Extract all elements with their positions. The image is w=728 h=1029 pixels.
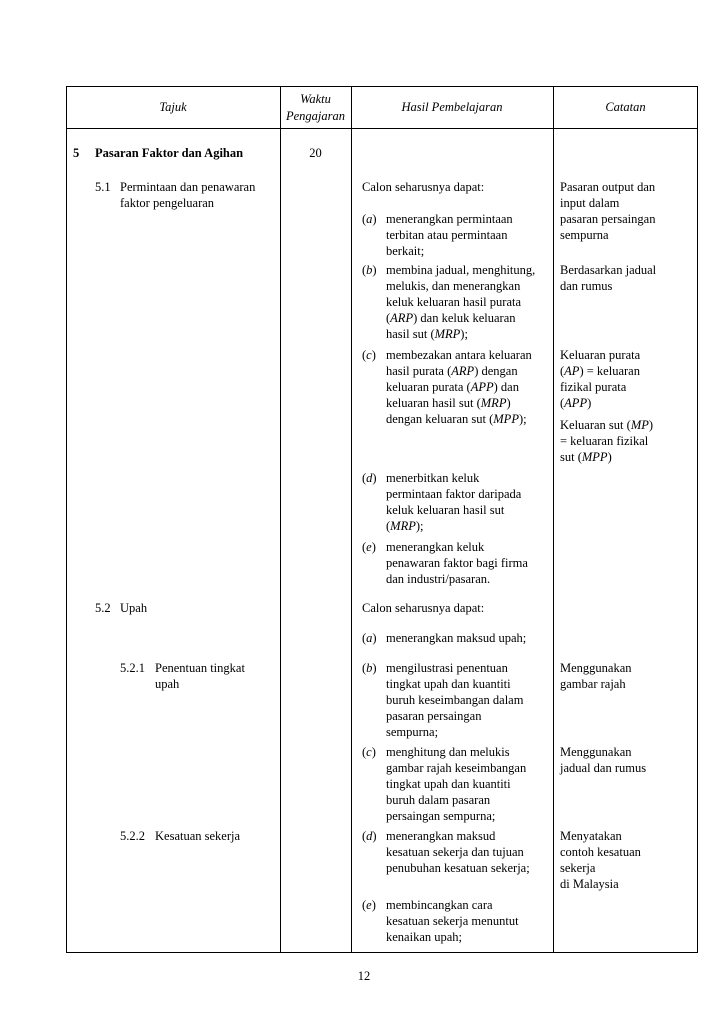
outcome-line: dan industri/pasaran. <box>386 572 491 586</box>
outcome-line: pasaran persaingan <box>386 709 482 723</box>
subsection-title: Kesatuan sekerja <box>155 829 241 843</box>
outcome-line: menerangkan keluk <box>386 540 485 554</box>
note-text: (APP) <box>560 396 592 410</box>
outcome-line: kesatuan sekerja dan tujuan <box>386 845 524 859</box>
section-number: 5 <box>73 146 80 160</box>
outcome-label: (e) <box>362 898 376 912</box>
outcome-line: sempurna; <box>386 725 439 739</box>
note-text: = keluaran fizikal <box>560 434 649 448</box>
subsection-title: Upah <box>120 601 148 615</box>
page-number: 12 <box>357 969 371 983</box>
note-text: sempurna <box>560 228 609 242</box>
note-text: (AP) = keluaran <box>560 364 640 378</box>
header-catatan: Catatan <box>605 100 646 114</box>
outcome-line: dengan keluaran sut (MPP); <box>386 412 527 426</box>
outcome-label: (c) <box>362 348 376 362</box>
outcome-line: menerbitkan keluk <box>386 471 480 485</box>
outcome-label: (b) <box>362 661 377 675</box>
outcome-line: terbitan atau permintaan <box>386 228 508 242</box>
note-text: gambar rajah <box>560 677 626 691</box>
column-divider-2 <box>351 86 352 953</box>
outcome-line: kenaikan upah; <box>386 930 463 944</box>
note-text: dan rumus <box>560 279 613 293</box>
subsection-number: 5.2.1 <box>120 661 145 675</box>
note-text: sut (MPP) <box>560 450 612 464</box>
outcome-label: (b) <box>362 263 377 277</box>
note-text: fizikal purata <box>560 380 627 394</box>
outcome-line: permintaan faktor daripada <box>386 487 522 501</box>
header-hasil: Hasil Pembelajaran <box>401 100 503 114</box>
note-text: Berdasarkan jadual <box>560 263 657 277</box>
outcome-line: keluk keluaran hasil purata <box>386 295 522 309</box>
outcome-line: (ARP) dan keluk keluaran <box>386 311 516 325</box>
outcome-line: kesatuan sekerja menuntut <box>386 914 519 928</box>
note-text: Keluaran purata <box>560 348 641 362</box>
note-text: contoh kesatuan <box>560 845 641 859</box>
subsection-title: Permintaan dan penawaran <box>120 180 256 194</box>
outcome-line: tingkat upah dan kuantiti <box>386 777 511 791</box>
outcome-line: membincangkan cara <box>386 898 493 912</box>
header-pengajaran: Pengajaran <box>285 109 346 123</box>
subsection-title: Penentuan tingkat <box>155 661 245 675</box>
note-text: Menggunakan <box>560 745 632 759</box>
outcome-label: (d) <box>362 471 377 485</box>
outcome-line: menghitung dan melukis <box>386 745 510 759</box>
outcome-line: menerangkan maksud upah; <box>386 631 527 645</box>
outcome-line: persaingan sempurna; <box>386 809 496 823</box>
outcome-label: (e) <box>362 540 376 554</box>
outcome-line: membina jadual, menghitung, <box>386 263 536 277</box>
outcome-label: (c) <box>362 745 376 759</box>
outcome-line: membezakan antara keluaran <box>386 348 532 362</box>
subsection-number: 5.2.2 <box>120 829 145 843</box>
subsection-title: upah <box>155 677 180 691</box>
outcome-line: keluaran purata (APP) dan <box>386 380 519 394</box>
note-text: Pasaran output dan <box>560 180 656 194</box>
outcome-line: (MRP); <box>386 519 424 533</box>
outcome-line: melukis, dan menerangkan <box>386 279 521 293</box>
note-text: Keluaran sut (MP) <box>560 418 654 432</box>
outcome-line: penawaran faktor bagi firma <box>386 556 528 570</box>
outcome-line: berkait; <box>386 244 425 258</box>
subsection-number: 5.2 <box>95 601 111 615</box>
note-text: sekerja <box>560 861 596 875</box>
subsection-number: 5.1 <box>95 180 111 194</box>
column-divider-3 <box>553 86 554 953</box>
note-text: jadual dan rumus <box>560 761 647 775</box>
outcome-line: buruh dalam pasaran <box>386 793 491 807</box>
note-text: di Malaysia <box>560 877 619 891</box>
outcome-line: keluk keluaran hasil sut <box>386 503 505 517</box>
subsection-title: faktor pengeluaran <box>120 196 215 210</box>
section-hours: 20 <box>309 146 322 160</box>
outcome-line: keluaran hasil sut (MRP) <box>386 396 511 410</box>
outcome-line: penubuhan kesatuan sekerja; <box>386 861 530 875</box>
outcome-line: tingkat upah dan kuantiti <box>386 677 511 691</box>
outcome-line: menerangkan maksud <box>386 829 496 843</box>
outcome-line: menerangkan permintaan <box>386 212 513 226</box>
outcome-label: (a) <box>362 631 377 645</box>
outcome-line: hasil purata (ARP) dengan <box>386 364 518 378</box>
outcome-line: buruh keseimbangan dalam <box>386 693 524 707</box>
outcome-label: (d) <box>362 829 377 843</box>
column-divider-1 <box>280 86 281 953</box>
outcome-intro: Calon seharusnya dapat: <box>362 180 485 194</box>
note-text: Menggunakan <box>560 661 632 675</box>
note-text: pasaran persaingan <box>560 212 656 226</box>
note-text: input dalam <box>560 196 620 210</box>
outcome-line: mengilustrasi penentuan <box>386 661 508 675</box>
header-divider <box>66 128 698 129</box>
header-waktu: Waktu <box>300 92 331 106</box>
outcome-line: gambar rajah keseimbangan <box>386 761 527 775</box>
outcome-line: hasil sut (MRP); <box>386 327 468 341</box>
header-tajuk: Tajuk <box>159 100 187 114</box>
outcome-intro: Calon seharusnya dapat: <box>362 601 485 615</box>
note-text: Menyatakan <box>560 829 622 843</box>
section-title: Pasaran Faktor dan Agihan <box>95 146 244 160</box>
outcome-label: (a) <box>362 212 377 226</box>
